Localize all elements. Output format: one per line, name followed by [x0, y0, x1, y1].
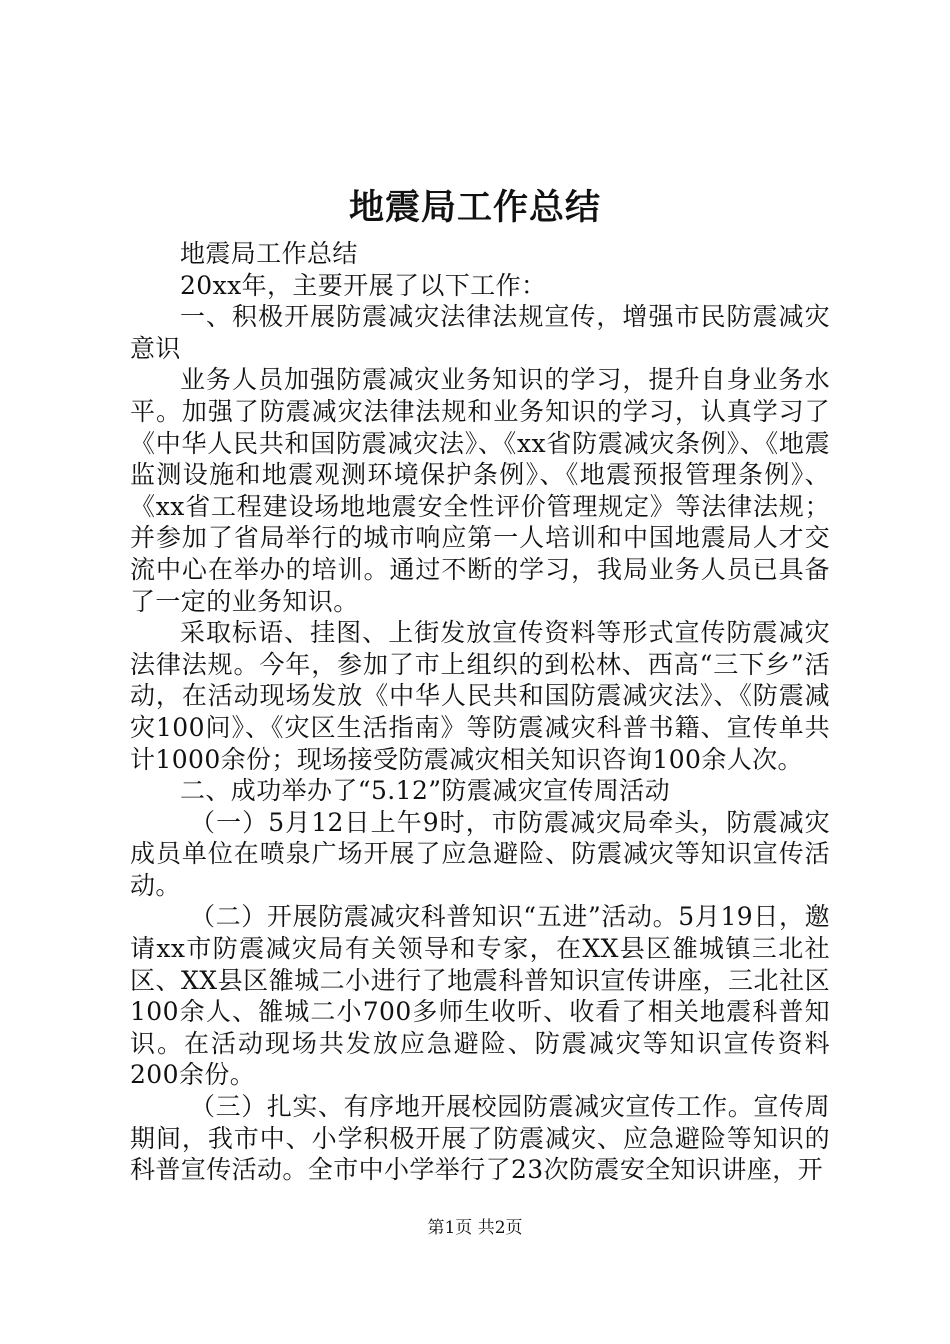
section-1-heading: 一、积极开展防震减灾法律法规宣传，增强市民防震减灾意识: [130, 302, 830, 363]
section-2-item-3: （三）扎实、有序地开展校园防震减灾宣传工作。宣传周期间，我市中、小学积极开展了防震减灾、应急避险等知识的科普宣传活动。全市中小学举行了23次防震安全知识讲座，开: [130, 1092, 830, 1185]
page-footer: 第1页 共2页: [427, 1218, 523, 1238]
document-body: [130, 238, 830, 1186]
page-title: 地震局工作总结: [348, 187, 601, 228]
document-subtitle: 地震局工作总结: [180, 239, 358, 268]
section-2-heading: 二、成功举办了“5.12”防震减灾宣传周活动: [180, 776, 671, 806]
section-2-item-2: （二）开展防震减灾科普知识“五进”活动。5月19日，邀请xx市防震减灾局有关领导和专家，在XX县区雒城镇三北社区、XX县区雒城二小进行了地震科普知识宣传讲座，三北社区100余人、雒城二小700多师生收听、收看了相关地震科普知识。在活动现场共发放应急避险、防震减灾等知识宣传资料200余份。: [130, 902, 830, 1090]
section-1-paragraph-promotion: 采取标语、挂图、上街发放宣传资料等形式宣传防震减灾法律法规。今年，参加了市上组织的到松林、西高“三下乡”活动，在活动现场发放《中华人民共和国防震减灾法》、《防震减灾100问》、《灾区生活指南》等防震减灾科普书籍、宣传单共计1000余份；现场接受防震减灾相关知识咨询100余人次。: [130, 618, 830, 774]
intro-paragraph: 20xx年，主要开展了以下工作：: [180, 270, 547, 300]
section-1-paragraph-study: 业务人员加强防震减灾业务知识的学习，提升自身业务水平。加强了防震减灾法律法规和业务知识的学习，认真学习了《中华人民共和国防震减灾法》、《xx省防震减灾条例》、《地震监测设施和地震观测环境保护条例》、《地震预报管理条例》、《xx省工程建设场地地震安全性评价管理规定》等法律法规；并参加了省局举行的城市响应第一人培训和中国地震局人才交流中心在举办的培训。通过不断的学习，我局业务人员已具备了一定的业务知识。: [130, 365, 830, 616]
section-2-item-1: （一）5月12日上午9时，市防震减灾局牵头，防震减灾成员单位在喷泉广场开展了应急避险、防震减灾等知识宣传活动。: [130, 807, 830, 900]
